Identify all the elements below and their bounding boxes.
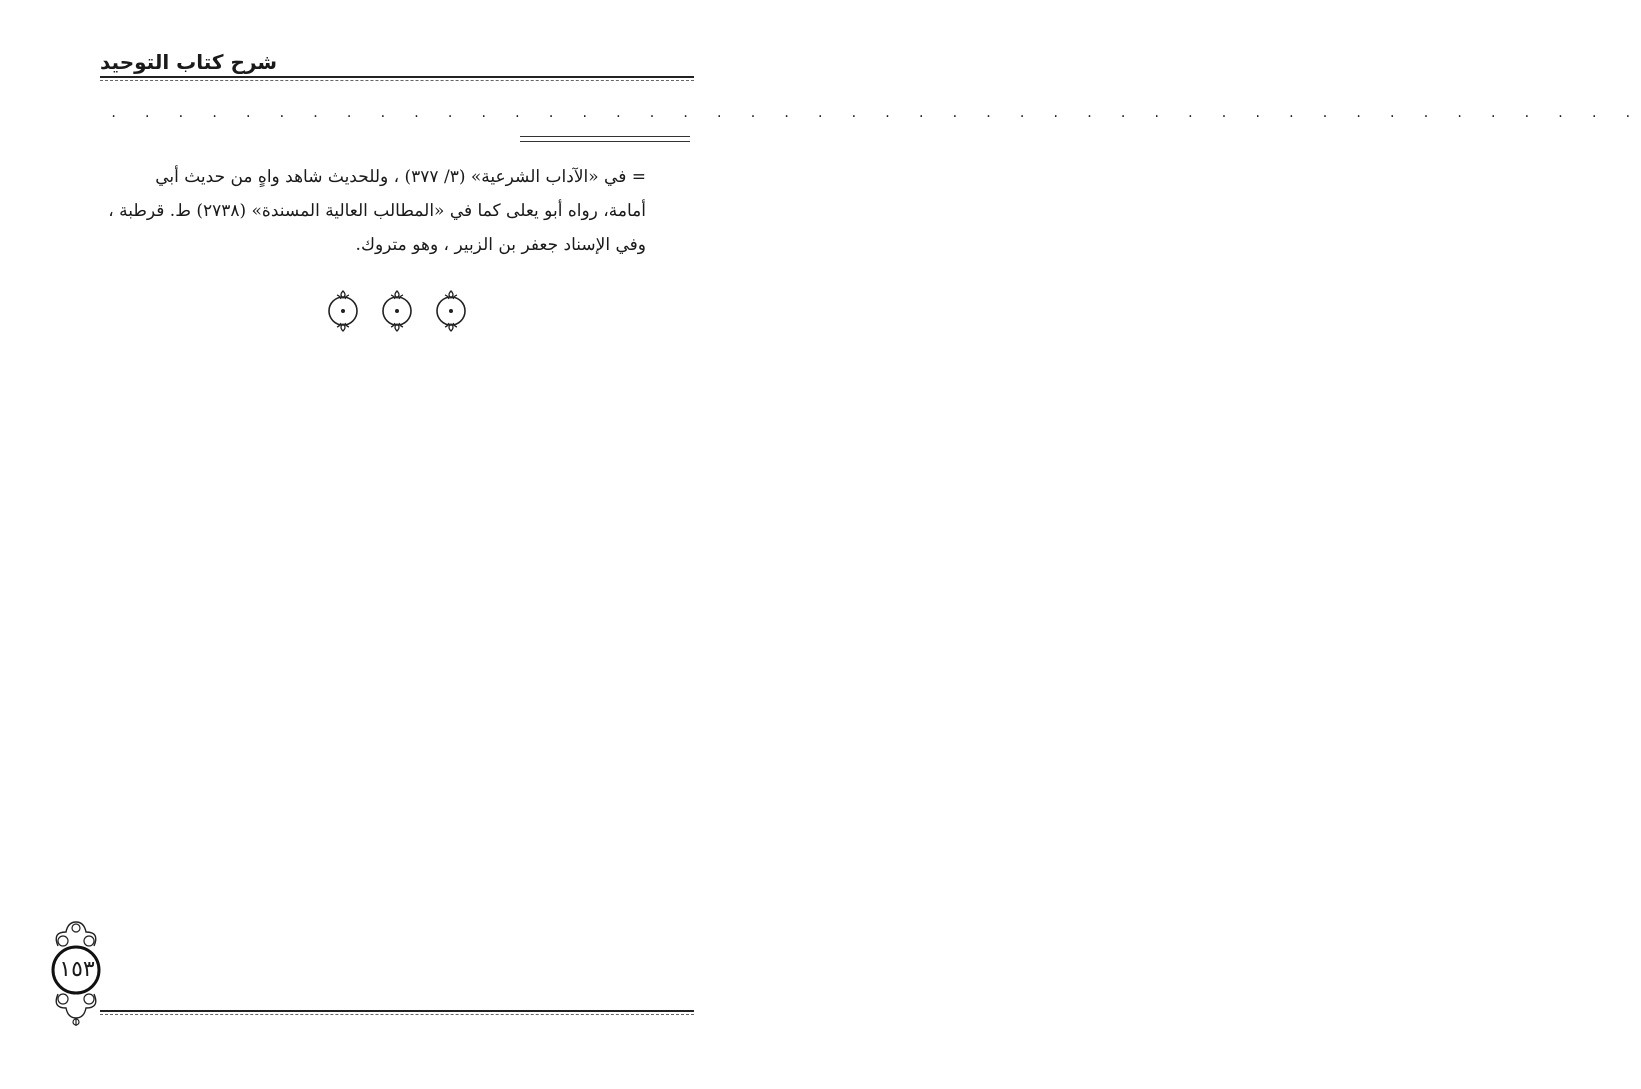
footnote-rule <box>520 136 690 137</box>
footer-rule <box>100 1010 694 1012</box>
header-rule-dashed <box>100 80 694 81</box>
header-rule <box>100 76 694 78</box>
footer-rule-dashed <box>100 1014 694 1015</box>
footnote-line: = في «الآداب الشرعية» (٣/ ٣٧٧) ، وللحديث شاهد واهٍ من حديث أبي <box>155 167 646 187</box>
dotted-separator: . . . . . . . . . . . . . . . . . . . . . . . . . . . . . . . . . . . . . . . . . . . . . . <box>110 106 1641 120</box>
running-head-title: شرح كتاب التوحيد <box>100 50 278 74</box>
footnote-line: وفي الإسناد جعفر بن الزبير ، وهو متروك. <box>355 235 646 255</box>
section-end-ornaments <box>322 286 472 332</box>
page-number: ١٥٣ <box>59 957 95 982</box>
footnote-rule-lower <box>520 141 690 142</box>
floral-ornament-icon <box>376 286 418 332</box>
footnote-text <box>100 160 646 262</box>
floral-ornament-icon <box>322 286 364 332</box>
floral-ornament-icon <box>430 286 472 332</box>
footnote-line: أمامة، رواه أبو يعلى كما في «المطالب العالية المسندة» (٢٧٣٨) ط. قرطبة ، <box>108 201 646 221</box>
